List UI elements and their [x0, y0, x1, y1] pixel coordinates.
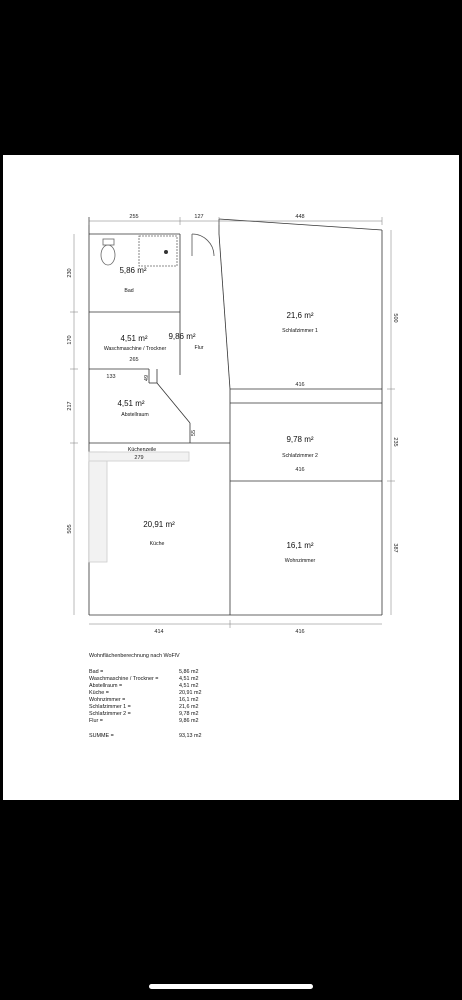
wall-abstell-diagonal [157, 383, 190, 423]
room-area-abstell: 4,51 m² [117, 399, 145, 408]
calc-row [89, 690, 229, 697]
calc-row-value: 9,78 m2 [179, 711, 199, 717]
calc-row-name: Flur = [89, 718, 103, 724]
calc-sum-label: SUMME = [89, 733, 114, 739]
dim-bottom-414: 414 [154, 629, 164, 635]
room-name-flur: Flur [194, 345, 204, 351]
calc-row-name: Küche = [89, 690, 109, 696]
calc-row-value: 4,51 m2 [179, 676, 199, 682]
calc-row [89, 697, 229, 704]
calc-row-value: 9,86 m2 [179, 718, 199, 724]
dimension-lines [70, 217, 395, 628]
toilet-icon [101, 239, 115, 265]
area-calculation [89, 653, 229, 740]
dim-right-500: 500 [392, 313, 398, 323]
dim-133: 133 [106, 374, 116, 380]
wall-flur-schlaf1 [219, 234, 230, 389]
calc-row [89, 669, 229, 676]
dim-49: 49 [144, 374, 150, 382]
floor-plan-drawing [3, 155, 459, 800]
calc-sum-value: 93,13 m2 [179, 733, 202, 739]
calc-row-name: Waschmaschine / Trockner = [89, 676, 159, 682]
dim-left-505: 505 [67, 524, 73, 534]
room-name-kuechenzeile: Küchenzeile [127, 447, 157, 453]
dim-left-230: 230 [67, 268, 73, 278]
dim-416-b: 416 [295, 467, 305, 473]
calc-row-name: Bad = [89, 669, 104, 675]
room-area-bad: 5,86 m² [119, 266, 147, 275]
room-area-schlaf1: 21,6 m² [286, 311, 314, 320]
calc-row [89, 683, 229, 690]
kitchen-counter [89, 452, 107, 562]
dim-left-217: 217 [67, 401, 73, 411]
room-name-bad: Bad [124, 288, 134, 294]
home-indicator[interactable] [149, 984, 313, 989]
room-area-wohn: 16,1 m² [286, 541, 314, 550]
calc-row-value: 21,6 m2 [179, 704, 199, 710]
dim-right-387: 387 [392, 543, 398, 553]
room-area-wasch: 4,51 m² [120, 334, 148, 343]
wall-top-schlaf [219, 219, 382, 230]
dim-left-170: 170 [67, 335, 73, 345]
room-area-schlaf2: 9,78 m² [286, 435, 314, 444]
calc-sum-row [89, 733, 229, 740]
room-name-kueche: Küche [149, 541, 165, 547]
room-name-schlaf2: Schlafzimmer 2 [282, 453, 318, 459]
room-name-schlaf1: Schlafzimmer 1 [282, 328, 318, 334]
dim-right-235: 235 [392, 437, 398, 447]
calc-row-value: 5,86 m2 [179, 669, 199, 675]
room-name-wasch: Waschmaschine / Trockner [103, 346, 167, 352]
calc-row-value: 20,91 m2 [179, 690, 202, 696]
calc-row [89, 676, 229, 683]
room-area-flur: 9,86 m² [168, 332, 196, 341]
dim-265: 265 [129, 357, 139, 363]
calc-title: Wohnflächenberechnung nach WoFlV [89, 653, 180, 659]
dim-top-bad: 255 [129, 214, 139, 220]
calc-row [89, 718, 229, 725]
door-swing-flur [192, 234, 214, 256]
room-name-abstell: Abstellraum [121, 412, 149, 418]
calc-row-name: Wohnzimmer = [89, 697, 126, 703]
calc-row-value: 4,51 m2 [179, 683, 199, 689]
floor-plan-sheet [3, 155, 459, 800]
calc-row [89, 711, 229, 718]
dim-279: 279 [134, 455, 144, 461]
calc-row-name: Schlafzimmer 1 = [89, 704, 131, 710]
dim-55: 55 [191, 429, 197, 437]
calc-rows [89, 669, 229, 725]
dim-bottom-416: 416 [295, 629, 305, 635]
dim-416-a: 416 [295, 382, 305, 388]
calc-row-name: Abstellraum = [89, 683, 123, 689]
calc-row-value: 16,1 m2 [179, 697, 199, 703]
calc-row [89, 704, 229, 711]
room-name-wohn: Wohnzimmer [284, 558, 316, 564]
dim-top-schlaf: 448 [295, 214, 305, 220]
room-area-kueche: 20,91 m² [143, 520, 175, 529]
calc-row-name: Schlafzimmer 2 = [89, 711, 131, 717]
dim-top-flur: 127 [194, 214, 204, 220]
shower-icon [139, 236, 177, 266]
